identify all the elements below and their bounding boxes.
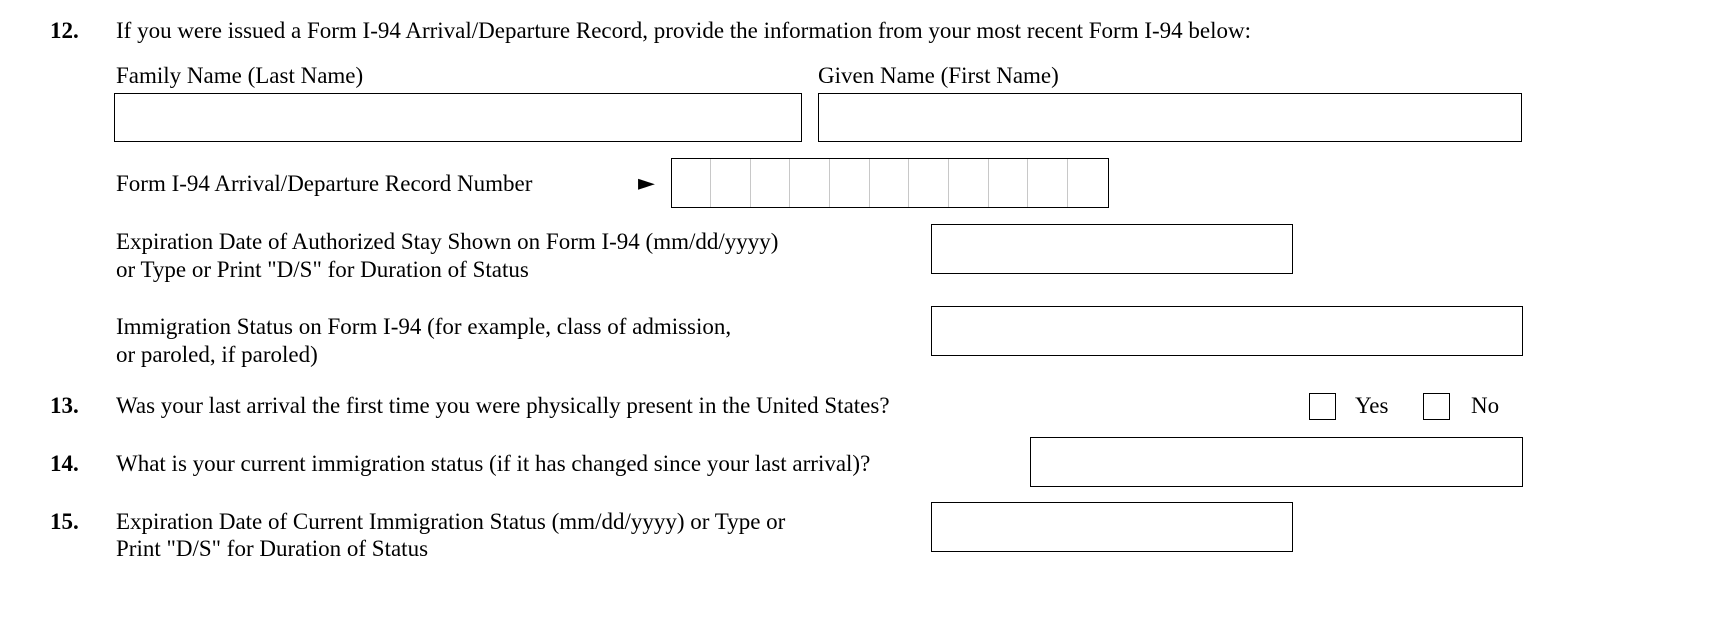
digit-divider <box>789 159 790 207</box>
question-12-number: 12. <box>50 18 79 43</box>
expiration-date-field[interactable] <box>931 224 1293 274</box>
right-arrow-icon: ► <box>638 171 655 196</box>
status-label-line2: or paroled, if paroled) <box>116 342 318 367</box>
i94-status-field[interactable] <box>931 306 1523 356</box>
digit-divider <box>750 159 751 207</box>
family-name-field[interactable] <box>114 93 802 142</box>
expiration-label-line1: Expiration Date of Authorized Stay Shown on Form I-94 (mm/dd/yyyy) <box>116 229 779 254</box>
given-name-field[interactable] <box>818 93 1522 142</box>
digit-divider <box>908 159 909 207</box>
no-label: No <box>1471 393 1500 418</box>
question-15-text-line2: Print "D/S" for Duration of Status <box>116 536 429 561</box>
digit-divider <box>948 159 949 207</box>
yes-label: Yes <box>1355 393 1389 418</box>
question-13-text: Was your last arrival the first time you were physically present in the United States? <box>116 393 890 418</box>
digit-divider <box>988 159 989 207</box>
expiration-label-line2: or Type or Print "D/S" for Duration of Status <box>116 257 529 282</box>
given-name-label: Given Name (First Name) <box>818 63 1059 88</box>
yes-checkbox[interactable] <box>1309 393 1336 420</box>
current-status-expiration-field[interactable] <box>931 502 1293 552</box>
digit-divider <box>869 159 870 207</box>
question-14-text: What is your current immigration status (if it has changed since your last arrival)? <box>116 451 871 476</box>
digit-divider <box>1027 159 1028 207</box>
current-status-field[interactable] <box>1030 437 1523 487</box>
question-14-number: 14. <box>50 451 79 476</box>
question-12-text: If you were issued a Form I-94 Arrival/Departure Record, provide the information from your most recent Form I-94 below: <box>116 18 1251 43</box>
record-number-label: Form I-94 Arrival/Departure Record Number <box>116 171 533 196</box>
digit-divider <box>829 159 830 207</box>
no-checkbox[interactable] <box>1423 393 1450 420</box>
question-15-number: 15. <box>50 509 79 534</box>
question-13-number: 13. <box>50 393 79 418</box>
digit-divider <box>1067 159 1068 207</box>
status-label-line1: Immigration Status on Form I-94 (for example, class of admission, <box>116 314 732 339</box>
record-number-field[interactable] <box>671 158 1109 208</box>
family-name-label: Family Name (Last Name) <box>116 63 364 88</box>
question-15-text-line1: Expiration Date of Current Immigration Status (mm/dd/yyyy) or Type or <box>116 509 786 534</box>
digit-divider <box>710 159 711 207</box>
